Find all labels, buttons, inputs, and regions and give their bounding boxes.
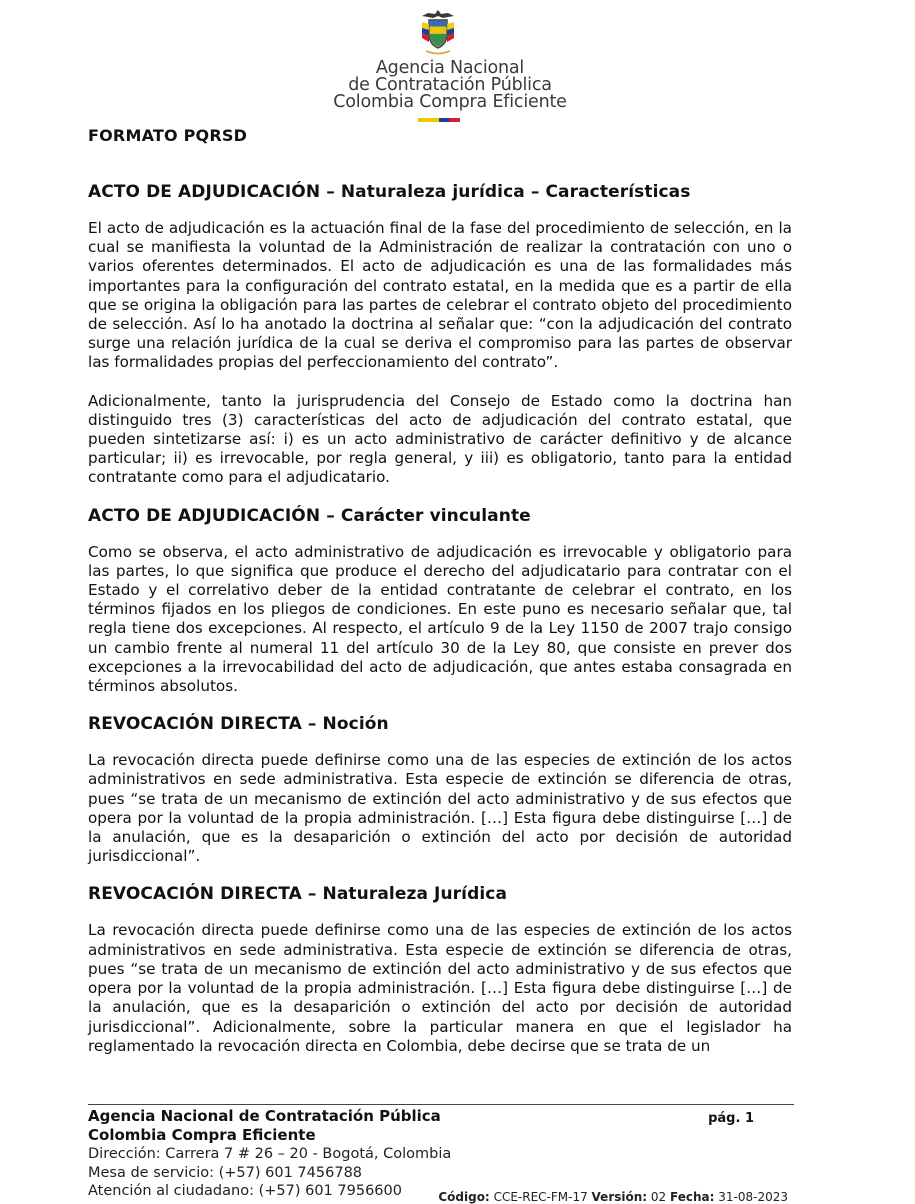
footer-service-desk: Mesa de servicio: (+57) 601 7456788 (88, 1164, 363, 1181)
footer-agency-subname: Colombia Compra Eficiente (88, 1126, 316, 1144)
format-title: FORMATO PQRSD (88, 126, 248, 145)
logo-line-3: Colombia Compra Eficiente (333, 92, 567, 112)
version-value: 02 (650, 1190, 667, 1204)
code-label: Código: (438, 1190, 490, 1204)
logo-line-2: de Contratación Pública (348, 75, 552, 95)
date-value: 31-08-2023 (718, 1190, 788, 1204)
version-label: Versión: (591, 1190, 648, 1204)
footer-agency-name: Agencia Nacional de Contratación Pública (88, 1107, 441, 1125)
page-number: pág. 1 (708, 1111, 754, 1126)
logo-line-1: Agencia Nacional (375, 58, 525, 78)
section-paragraph: El acto de adjudicación es la actuación final de la fase del procedimiento de selección, en la cual se manifiesta la voluntad de la Administración de realizar la contratación con uno o varios oferentes determinados. El acto de adjudicación es una de las formalidades más importantes para la configuración del contrato estatal, en la medida que es a partir de ella que se origina la obligación para las partes de celebrar el contrato objeto del procedimiento de selección. Así lo ha anotado la doctrina al señalar que: “con la adjudicación del contrato surge una relación jurídica de la cual se deriva el compromiso para las partes de observar las formalidades propias del perfeccionamiento del contrato”. (88, 219, 792, 372)
section-heading: ACTO DE ADJUDICACIÓN – Naturaleza jurídica – Características (88, 182, 691, 202)
section-heading: ACTO DE ADJUDICACIÓN – Carácter vinculante (88, 505, 531, 526)
section-heading: REVOCACIÓN DIRECTA – Naturaleza Jurídica (88, 884, 508, 905)
agency-logo (300, 8, 600, 123)
coat-of-arms-icon (418, 8, 458, 56)
section-heading: REVOCACIÓN DIRECTA – Noción (88, 714, 389, 735)
code-value: CCE-REC-FM-17 (493, 1190, 588, 1204)
document-body (88, 120, 792, 1056)
footer-address: Dirección: Carrera 7 # 26 – 20 - Bogotá, Colombia (88, 1146, 452, 1162)
section-paragraph: La revocación directa puede definirse como una de las especies de extinción de los actos administrativos en sede administrativa. Esta especie de extinción se diferencia de otras, pues “se trata de un mecanismo de extinción del acto administrativo y de sus efectos que opera por la voluntad de la propia administración. […] Esta figura debe distinguirse […] de la anulación, que es la desaparición o extinción del acto por decisión de autoridad jurisdiccional”. (88, 751, 792, 866)
section-paragraph: Adicionalmente, tanto la jurisprudencia del Consejo de Estado como la doctrina han distinguido tres (3) características del acto de adjudicación del contrato estatal, que pueden sintetizarse así: i) es un acto administrativo de carácter definitivo y de alcance particular; ii) es irrevocable, por regla general, y iii) es obligatorio, tanto para la entidad contratante como para el adjudicatario. (88, 391, 792, 487)
section-paragraph: Como se observa, el acto administrativo de adjudicación es irrevocable y obligatorio para las partes, lo que significa que produce el derecho del adjudicatario para contratar con el Estado y el correlativo deber de la entidad contratante de celebrar el contrato, en los términos fijados en los pliegos de condiciones. En este puno es necesario señalar que, tal regla tiene dos excepciones. Al respecto, el artículo 9 de la Ley 1150 de 2007 trajo consigo un cambio frente al numeral 11 del artículo 30 de la Ley 80, que consiste en prever dos excepciones a la irrevocabilidad del acto de adjudicación, que antes estaba consagrada en términos absolutos. (88, 542, 792, 696)
section-paragraph: La revocación directa puede definirse como una de las especies de extinción de los actos administrativos en sede administrativa. Esta especie de extinción se diferencia de otras, pues “se trata de un mecanismo de extinción del acto administrativo y de sus efectos que opera por la voluntad de la propia administración. […] Esta figura debe distinguirse […] de la anulación, que es la desaparición o extinción del acto por decisión de autoridad jurisdiccional”. Adicionalmente, sobre la particular manera en que el legislador ha reglamentado la revocación directa en Colombia, debe decirse que se trata de un (88, 921, 792, 1055)
footer-divider (88, 1104, 794, 1105)
footer-citizen-service: Atención al ciudadano: (+57) 601 7956600 (88, 1183, 402, 1199)
page-footer (88, 1107, 794, 1204)
date-label: Fecha: (670, 1190, 715, 1204)
document-code-line (438, 1190, 788, 1204)
agency-logo-text (300, 60, 600, 111)
